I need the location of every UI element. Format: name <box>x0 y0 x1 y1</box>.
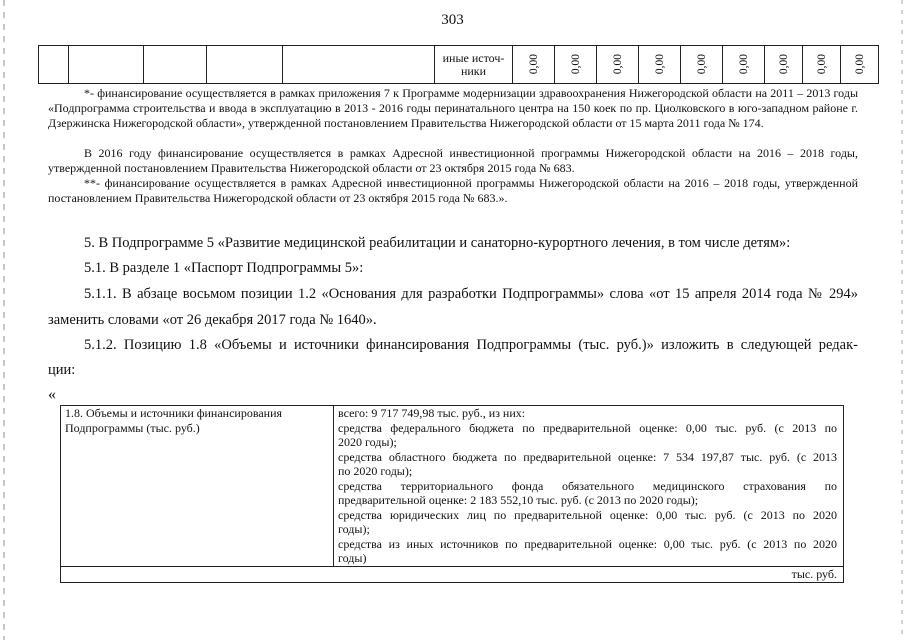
paragraph-5-1-2-line-2 <box>48 362 858 379</box>
value-text: 0,00 <box>653 54 666 75</box>
passport-position-label <box>61 406 334 567</box>
empty-cell <box>144 46 207 84</box>
paragraph-5-1-2-text-a: 5.1.2. Позицию 1.8 «Объемы и источники финансирования Подпрограммы (тыс. руб.)» изложить в следующей редак- <box>84 337 858 353</box>
position-label-line-2: Подпрограммы (тыс. руб.) <box>65 420 200 435</box>
value-cell <box>597 46 639 84</box>
value-cell <box>841 46 879 84</box>
scan-edge-right <box>901 0 903 640</box>
value-cell <box>803 46 841 84</box>
other-sources-line-2: годы) <box>338 551 367 565</box>
value-cell <box>513 46 555 84</box>
value-text: 0,00 <box>527 54 540 75</box>
empty-cell <box>69 46 144 84</box>
paragraph-5-1-1-text-b: заменить словами «от 26 декабря 2017 года № 1640». <box>48 312 377 328</box>
paragraph-5-1 <box>48 260 858 277</box>
paragraph-5-text: 5. В Подпрограмме 5 «Развитие медицинской реабилитации и санаторно-курортного лечения, в том числе детям»: <box>84 235 791 251</box>
opening-quote: « <box>48 386 56 403</box>
federal-line-1: средства федерального бюджета по предварительной оценке: 0,00 тыс. руб. (с 2013 по <box>338 420 837 435</box>
footnote-2-text: В 2016 году финансирование осуществляется в рамках Адресной инвестиционной программы Нижегородской области на 2016 – 2018 годы, утвержденной постановлением Правительства Нижегородской области от 23 октября 2015 года № 683. <box>48 146 858 175</box>
value-cell <box>723 46 765 84</box>
regional-line-1: средства областного бюджета по предварительной оценке: 7 534 197,87 тыс. руб. (с 2013 <box>338 449 837 464</box>
value-text: 0,00 <box>777 54 790 75</box>
oms-line-1: средства территориального фонда обязательного медицинского страхования по <box>338 478 837 493</box>
total-line: всего: 9 717 749,98 тыс. руб., из них: <box>338 406 526 420</box>
footnote-2 <box>48 146 858 176</box>
position-label-line-1: 1.8. Объемы и источники финансирования <box>65 406 283 420</box>
value-cell <box>765 46 803 84</box>
regional-line-2: по 2020 годы); <box>338 464 413 478</box>
legal-entities-line-2: годы); <box>338 522 370 536</box>
value-text: 0,00 <box>737 54 750 75</box>
scan-edge-left <box>3 0 5 640</box>
oms-line-2: предварительной оценке: 2 183 552,10 тыс. руб. (с 2013 по 2020 годы); <box>338 493 699 507</box>
empty-cell <box>39 46 69 84</box>
source-label-line-2: ники <box>460 63 487 78</box>
paragraph-5-1-1-line-2 <box>48 312 858 329</box>
legal-entities-line-1: средства юридических лиц по предварительной оценке: 0,00 тыс. руб. (с 2013 по 2020 <box>338 507 837 522</box>
footnote-1 <box>48 86 858 131</box>
paragraph-5-1-2-text-b: ции: <box>48 362 76 378</box>
paragraph-5-1-1-text-a: 5.1.1. В абзаце восьмом позиции 1.2 «Основания для разработки Подпрограммы» слова «от 15 апреля 2014 года № 294» <box>84 286 858 302</box>
passport-table <box>60 405 844 583</box>
value-cell <box>681 46 723 84</box>
source-label-cell <box>435 46 513 84</box>
funding-table-row <box>38 45 879 84</box>
value-text: 0,00 <box>853 54 866 75</box>
footnote-3-text: **- финансирование осуществляется в рамках Адресной инвестиционной программы Нижегородской области на 2016 – 2018 годы, утвержденной постановлением Правительства Нижегородской области от 23 октября 2015 года № 683.». <box>48 176 858 205</box>
empty-cell <box>283 46 435 84</box>
paragraph-5-1-2-line-1 <box>48 337 858 354</box>
footnote-3 <box>48 176 858 206</box>
value-text: 0,00 <box>695 54 708 75</box>
paragraph-5-1-text: 5.1. В разделе 1 «Паспорт Подпрограммы 5»: <box>84 260 364 276</box>
page-number: 303 <box>441 12 464 28</box>
value-text: 0,00 <box>611 54 624 75</box>
passport-position-value <box>334 406 844 567</box>
value-text: 0,00 <box>815 54 828 75</box>
unit-row <box>61 566 844 582</box>
paragraph-5-1-1-line-1 <box>48 286 858 303</box>
other-sources-line-1: средства из иных источников по предварительной оценке: 0,00 тыс. руб. (с 2013 по 2020 <box>338 536 837 551</box>
paragraph-5 <box>48 235 858 252</box>
value-text: 0,00 <box>569 54 582 75</box>
empty-cell <box>207 46 283 84</box>
footnote-1-text: *- финансирование осуществляется в рамках приложения 7 к Программе модернизации здравоохранения Нижегородской области на 2011 – 2013 годы «Подпрограмма строительства и ввода в эксплуатацию в 2013 - 2016 годы перинатального центра на 150 коек по пр. Циолковского в юго-западном районе г. Дзержинска Нижегородской области», утвержденной постановлением Правительства Нижегородской области от 15 марта 2011 года № 174. <box>48 86 858 130</box>
value-cell <box>639 46 681 84</box>
source-label-line-1: иные источ- <box>442 50 505 65</box>
federal-line-2: 2020 годы); <box>338 435 397 449</box>
value-cell <box>555 46 597 84</box>
unit-label: тыс. руб. <box>791 566 837 581</box>
